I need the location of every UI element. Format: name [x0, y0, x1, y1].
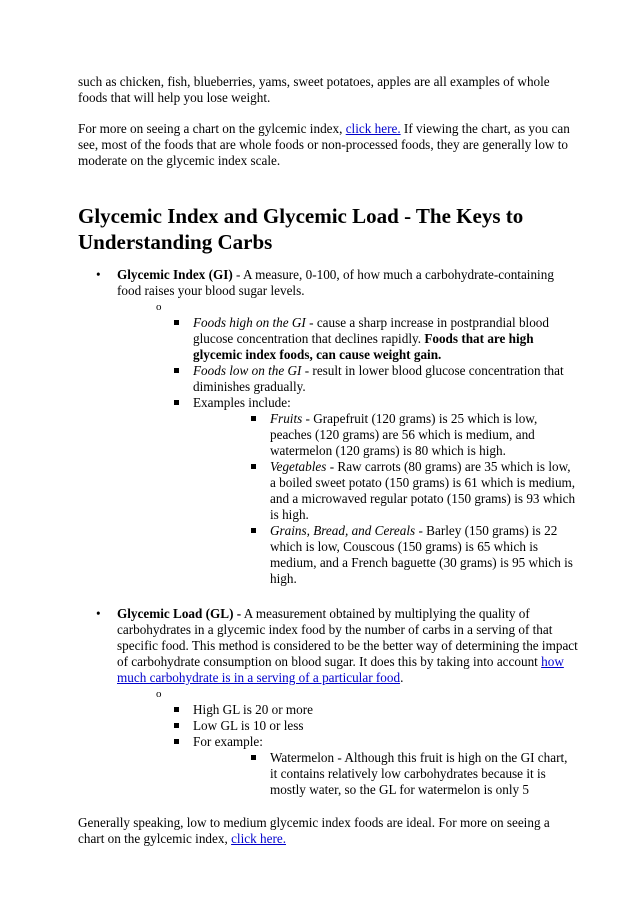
- gl-example-list: [193, 750, 578, 798]
- square-bullet-icon: [174, 368, 179, 373]
- intro-paragraph-1: such as chicken, fish, blueberries, yams, sweet potatoes, apples are all examples of whole foods that will help you lose weight.: [78, 74, 550, 105]
- gl-desc: A measurement obtained by multiplying the quality of carbohydrates in a glycemic index food by the number of carbs in a serving of that specific food. This method is considered to be the better way of determining the impact of carbohydrate consumption on blood sugar. It does this by taking into account: [117, 606, 578, 669]
- fruits-desc: - Grapefruit (120 grams) is 25 which is low, peaches (120 grams) are 56 which is medium, and watermelon (120 grams) is 80 which is high.: [270, 411, 538, 458]
- circle-bullet-icon: o: [156, 688, 162, 700]
- grains-term: Grains, Bread, and Cereals: [270, 523, 416, 538]
- gi-detail-group: [156, 315, 578, 587]
- bullet-icon: •: [96, 267, 101, 282]
- square-bullet-icon: [251, 528, 256, 533]
- gi-sublist: [78, 299, 578, 587]
- intro-paragraph-2-rest: If viewing the chart, as you can see, most of the foods that are whole foods or non-processed foods, they are generally low to moderate on the glycemic index scale.: [78, 121, 570, 168]
- square-bullet-icon: [251, 464, 256, 469]
- square-bullet-icon: [251, 416, 256, 421]
- gl-sublist: [78, 686, 578, 798]
- gi-examples-item: [156, 395, 578, 587]
- gi-high-desc: - cause a sharp increase in postprandial blood glucose concentration that declines rapidly.: [193, 315, 549, 346]
- carb-serving-link[interactable]: how much carbohydrate is in a serving of a particular food: [117, 654, 564, 685]
- square-bullet-icon: [174, 707, 179, 712]
- gi-high-bold: Foods that are high glycemic index foods, can cause weight gain.: [193, 331, 534, 362]
- gi-low-item: [156, 363, 578, 395]
- gi-high-item: [156, 315, 578, 363]
- closing-text: Generally speaking, low to medium glycemic index foods are ideal. For more on seeing a chart on the gylcemic index,: [78, 815, 550, 846]
- gi-examples-label: Examples include:: [193, 395, 291, 410]
- closing-chart-link[interactable]: click here.: [231, 831, 286, 846]
- gi-term: Glycemic Index (GI): [117, 267, 233, 282]
- vegetables-term: Vegetables: [270, 459, 327, 474]
- definitions-list: [78, 267, 578, 798]
- gl-term: Glycemic Load (GL) -: [117, 606, 242, 621]
- gl-low-item: [156, 718, 578, 734]
- bullet-icon: •: [96, 606, 101, 621]
- intro-paragraph-2: [78, 121, 578, 169]
- gi-chart-link[interactable]: click here.: [345, 121, 401, 136]
- document-page: [78, 74, 578, 847]
- gl-example-item: [156, 734, 578, 798]
- gi-low-desc: - result in lower blood glucose concentration that diminishes gradually.: [193, 363, 564, 394]
- gi-low-term: Foods low on the GI: [193, 363, 302, 378]
- square-bullet-icon: [251, 755, 256, 760]
- intro-paragraph-2-text: For more on seeing a chart on the gylcemic index,: [78, 121, 346, 136]
- gl-high-text: High GL is 20 or more: [193, 702, 314, 717]
- gi-fruits-item: [233, 411, 578, 459]
- square-bullet-icon: [174, 320, 179, 325]
- circle-bullet-icon: o: [156, 301, 162, 313]
- gi-vegetables-item: [233, 459, 578, 523]
- closing-paragraph: [78, 815, 578, 847]
- gl-example-label: For example:: [193, 734, 263, 749]
- fruits-term: Fruits: [270, 411, 303, 426]
- watermelon-text: Watermelon - Although this fruit is high on the GI chart, it contains relatively low carbohydrates because it is mostly water, so the GL for watermelon is only 5: [270, 750, 568, 797]
- gl-low-text: Low GL is 10 or less: [193, 718, 304, 733]
- gl-high-item: [156, 702, 578, 718]
- gi-desc: - A measure, 0-100, of how much a carbohydrate-containing food raises your blood sugar levels.: [117, 267, 554, 298]
- gl-watermelon-item: [233, 750, 578, 798]
- gi-examples-list: [193, 411, 578, 587]
- gl-circle-item: [156, 686, 578, 702]
- spacer: [117, 587, 578, 606]
- gi-high-term: Foods high on the GI: [193, 315, 306, 330]
- section-heading: Glycemic Index and Glycemic Load - The Keys to Understanding Carbs: [78, 204, 524, 254]
- grains-desc: - Barley (150 grams) is 22 which is low, Couscous (150 grams) is 65 which is medium, and a French baguette (30 grams) is 95 which is high.: [270, 523, 573, 586]
- gi-circle-item: [156, 299, 578, 315]
- gl-detail-list: [156, 702, 578, 798]
- gi-grains-item: [233, 523, 578, 587]
- gl-detail-group: [156, 702, 578, 798]
- square-bullet-icon: [174, 739, 179, 744]
- gl-after-link: .: [400, 670, 404, 685]
- square-bullet-icon: [174, 723, 179, 728]
- square-bullet-icon: [174, 400, 179, 405]
- gi-item: [78, 267, 578, 606]
- gi-detail-list: [156, 315, 578, 587]
- gl-item: [78, 606, 578, 798]
- vegetables-desc: - Raw carrots (80 grams) are 35 which is low, a boiled sweet potato (150 grams) is 61 which is medium, and a microwaved regular potato (150 grams) is 93 which is high.: [270, 459, 576, 522]
